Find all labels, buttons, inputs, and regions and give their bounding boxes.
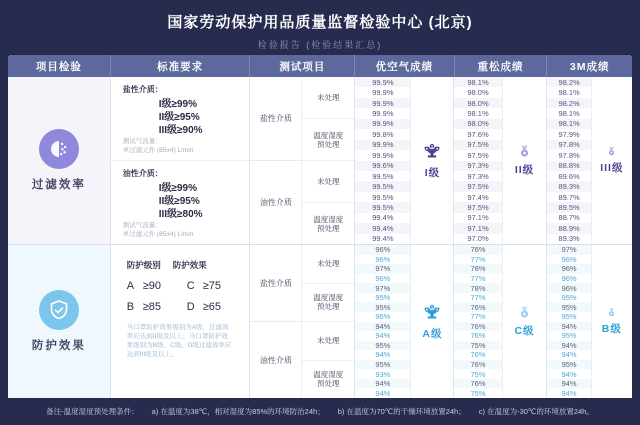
standard-note-line: 单过滤元件 (85±4) L/min <box>122 147 194 154</box>
score-value: 99.5% <box>355 192 410 202</box>
column-header: 重松成绩 <box>454 55 547 77</box>
score-value: 98.2% <box>547 98 590 108</box>
score-value: 98.0% <box>454 119 501 129</box>
score-value: 99.9% <box>355 98 410 108</box>
score-value: 95% <box>355 341 410 351</box>
score-value: 99.9% <box>355 150 410 160</box>
score-value: 99.4% <box>355 234 410 244</box>
grade-label: III级 <box>600 162 624 174</box>
score-value: 89.3% <box>547 181 590 191</box>
score-value: 93% <box>355 369 410 379</box>
score-value: 88.8% <box>547 161 590 171</box>
score-value: 94% <box>355 388 410 398</box>
score-value: 78% <box>454 264 501 274</box>
grade-badge <box>410 245 453 398</box>
score-value: 95% <box>547 331 590 341</box>
score-value: 99.8% <box>355 129 410 139</box>
score-value: 94% <box>547 388 590 398</box>
grade-table-value: B <box>126 301 135 313</box>
score-value: 94% <box>547 341 590 351</box>
treatment-cell <box>302 160 354 202</box>
score-value: 95% <box>547 360 590 370</box>
treatment-label-line: 温度湿度 <box>313 293 344 303</box>
grade-table-value: C <box>186 280 195 292</box>
score-value: 99.5% <box>355 171 410 181</box>
column-header: 项目检验 <box>35 60 82 73</box>
title-bar <box>0 0 640 55</box>
score-value: 95% <box>355 302 410 312</box>
standard-title: 盐性介质： <box>122 85 163 94</box>
score-value: 99.9% <box>355 108 410 118</box>
score-value: 94% <box>547 369 590 379</box>
standard-grade-line: I级≥99% <box>158 99 197 110</box>
treatment-cell <box>302 283 354 322</box>
score-value: 76% <box>454 350 501 360</box>
grade-badge <box>502 77 547 244</box>
medium-cell: 盐性介质 <box>259 278 292 288</box>
grade-label: A级 <box>422 327 443 340</box>
medium-cell: 盐性介质 <box>259 114 292 123</box>
svg-text:1: 1 <box>431 304 434 310</box>
score-column <box>546 245 590 398</box>
score-value: 99.9% <box>355 140 410 150</box>
standard-note-line: 单过滤元件 (85±4) L/min <box>122 231 194 238</box>
score-value: 94% <box>355 322 410 332</box>
standard-title: 油性介质： <box>122 169 163 178</box>
score-value: 99.4% <box>355 213 410 223</box>
score-value: 76% <box>454 379 501 389</box>
score-value: 97.6% <box>454 129 501 139</box>
medium-column <box>249 77 301 244</box>
score-column <box>354 77 410 244</box>
standard-grade-lines <box>159 182 242 221</box>
score-value: 76% <box>454 322 501 332</box>
score-value: 77% <box>454 312 501 322</box>
score-value: 88.9% <box>547 223 590 233</box>
standard-grade-line: II级≥95% <box>158 112 200 123</box>
score-value: 97.5% <box>454 140 501 150</box>
grade-table-value: ≥75 <box>202 280 221 292</box>
score-value: 97.9% <box>547 129 590 139</box>
score-value: 98.2% <box>547 77 590 87</box>
grade-table-value: ≥65 <box>202 301 221 313</box>
treatment-cell <box>302 118 354 160</box>
medium-cell: 油性介质 <box>250 160 301 244</box>
standard-requirement-cell <box>110 245 250 398</box>
treatment-column <box>301 245 354 398</box>
score-value: 94% <box>355 350 410 360</box>
svg-text:1: 1 <box>431 143 434 149</box>
grade-badge <box>410 77 453 244</box>
grade-table-row <box>127 280 240 292</box>
score-value: 97.3% <box>454 161 501 171</box>
standard-note <box>123 221 242 241</box>
score-column <box>453 245 501 398</box>
score-value: 96% <box>355 312 410 322</box>
medium-cell: 油性介质 <box>250 321 301 398</box>
score-value: 95% <box>547 312 590 322</box>
column-header: 优空气成绩 <box>354 55 453 77</box>
treatment-label-line: 未处理 <box>317 177 340 186</box>
score-column <box>546 77 590 244</box>
score-value: 98.1% <box>547 87 590 97</box>
score-value: 96% <box>355 245 410 255</box>
grade-label: II级 <box>514 164 535 176</box>
standard-grade-line: I级≥99% <box>158 183 197 194</box>
section-item-cell <box>8 77 110 244</box>
standard-note: 当口罩防护效果级别为A级，过滤效率应达到II级及以上；当口罩防护效果级别为B级、C级、D级过滤效率应达到III级及以上。 <box>126 324 232 358</box>
standard-note-line: 测试气流量： <box>122 222 162 229</box>
score-value: 97% <box>355 264 410 274</box>
grade-table-value: D <box>186 301 195 313</box>
grade-table-headers <box>127 259 240 271</box>
score-value: 95% <box>547 293 590 303</box>
score-value: 97% <box>547 245 590 255</box>
footnote-segment: c) 在温度为-30℃的环境放置24h。 <box>478 407 594 416</box>
report-table <box>8 55 632 398</box>
treatment-cell <box>302 77 354 118</box>
grade-label: I级 <box>424 166 441 179</box>
treatment-label-line: 未处理 <box>317 336 340 346</box>
score-value: 95% <box>355 293 410 303</box>
score-value: 96% <box>547 264 590 274</box>
filter-icon <box>39 129 79 169</box>
standard-block <box>111 160 250 244</box>
treatment-label-line: 未处理 <box>317 259 340 269</box>
score-value: 76% <box>454 302 501 312</box>
score-value: 99.5% <box>355 202 410 212</box>
score-value: 97% <box>355 283 410 293</box>
standard-note-line: 测试气流量： <box>122 138 162 145</box>
score-value: 98.1% <box>547 119 590 129</box>
trophy-icon <box>422 303 442 323</box>
grade-label: B级 <box>601 323 622 335</box>
score-value: 76% <box>454 331 501 341</box>
score-value: 97.8% <box>547 140 590 150</box>
score-value: 78% <box>454 283 501 293</box>
score-value: 96% <box>547 274 590 284</box>
standard-requirement-cell <box>110 77 250 244</box>
score-value: 99.9% <box>355 119 410 129</box>
score-value: 89.7% <box>547 192 590 202</box>
section-label: 过滤效率 <box>31 179 86 191</box>
treatment-label-line: 未处理 <box>317 93 340 102</box>
score-value: 96% <box>355 274 410 284</box>
score-value: 96% <box>547 283 590 293</box>
treatment-label-line: 预处理 <box>317 223 340 233</box>
score-value: 99.4% <box>355 223 410 233</box>
grade-badge <box>591 77 632 244</box>
score-value: 97.1% <box>454 223 501 233</box>
score-value: 94% <box>355 331 410 341</box>
medium-column <box>249 245 301 398</box>
score-value: 88.7% <box>547 213 590 223</box>
treatment-label-line: 温度湿度 <box>313 214 344 224</box>
score-value: 99.9% <box>355 87 410 97</box>
treatment-label-line: 预处理 <box>317 379 340 389</box>
grade-table-header: 防护级别 <box>126 260 161 270</box>
score-value: 95% <box>547 302 590 312</box>
score-value: 97.3% <box>454 171 501 181</box>
grade-badge <box>502 245 547 398</box>
score-value: 94% <box>547 379 590 389</box>
section-protection-effect <box>8 244 632 398</box>
footnote <box>0 398 640 425</box>
score-value: 76% <box>454 360 501 370</box>
treatment-label-line: 温度湿度 <box>313 130 344 140</box>
standard-note <box>123 137 242 157</box>
standard-grade-lines <box>159 98 242 137</box>
table-header-row <box>8 55 632 77</box>
grade-table-row <box>127 301 240 313</box>
score-value: 76% <box>454 245 501 255</box>
score-value: 99.9% <box>355 77 410 87</box>
column-header: 测试项目 <box>249 55 354 77</box>
score-column <box>354 245 410 398</box>
score-value: 94% <box>547 322 590 332</box>
treatment-label-line: 预处理 <box>317 139 340 149</box>
section-item-cell <box>8 245 110 398</box>
trophy-icon <box>422 142 442 162</box>
medal-icon <box>517 305 532 320</box>
score-value: 97.5% <box>454 150 501 160</box>
score-value: 89.6% <box>547 171 590 181</box>
score-value: 98.1% <box>454 77 501 87</box>
score-value: 96% <box>547 255 590 265</box>
medal-icon <box>606 146 617 157</box>
score-value: 77% <box>454 274 501 284</box>
medal-icon <box>517 144 532 159</box>
treatment-label-line: 温度湿度 <box>313 370 344 380</box>
grade-table-value: A <box>126 280 135 292</box>
report-subtitle: 检验报告 (检验结果汇总) <box>257 40 383 50</box>
table-body <box>8 77 632 398</box>
score-value: 75% <box>454 369 501 379</box>
score-value: 95% <box>355 360 410 370</box>
column-header: 3M成绩 <box>546 55 631 77</box>
treatment-cell <box>302 321 354 360</box>
column-header: 标准要求 <box>110 55 250 77</box>
score-value: 94% <box>547 350 590 360</box>
footnote-segment: b) 在温度为70℃的干燥环境放置24h； <box>337 407 466 416</box>
score-value: 75% <box>454 388 501 398</box>
report-title: 国家劳动保护用品质量监督检验中心 (北京) <box>167 14 473 31</box>
standard-grade-line: II级≥95% <box>158 196 200 207</box>
grade-table-value: ≥85 <box>142 301 161 313</box>
grade-label: C级 <box>514 325 535 337</box>
footnote-segment: 备注-温度湿度预处理条件： <box>46 407 139 416</box>
standard-grade-table <box>111 245 250 398</box>
score-value: 98.0% <box>454 98 501 108</box>
score-value: 94% <box>355 379 410 389</box>
standard-grade-line: III级≥80% <box>158 209 203 220</box>
score-value: 77% <box>454 293 501 303</box>
score-column <box>453 77 501 244</box>
treatment-cell <box>302 360 354 399</box>
section-label: 防护效果 <box>31 340 86 352</box>
footnote-segment: a) 在温度为38℃，相对湿度为85%的环境防治24h； <box>151 407 325 416</box>
medal-icon <box>606 307 617 318</box>
score-value: 98.0% <box>454 87 501 97</box>
standard-block <box>111 77 250 160</box>
score-value: 75% <box>454 341 501 351</box>
score-value: 77% <box>454 255 501 265</box>
treatment-column <box>301 77 354 244</box>
score-value: 96% <box>355 255 410 265</box>
score-value: 89.3% <box>547 234 590 244</box>
score-value: 97.0% <box>454 234 501 244</box>
grade-table-header: 防护效果 <box>172 260 207 270</box>
score-value: 97.4% <box>454 192 501 202</box>
treatment-cell <box>302 245 354 283</box>
score-value: 99.5% <box>355 181 410 191</box>
score-value: 97.5% <box>454 181 501 191</box>
section-filter-efficiency <box>8 77 632 244</box>
score-value: 89.5% <box>547 202 590 212</box>
standard-grade-line: III级≥90% <box>158 125 203 136</box>
grade-badge <box>591 245 632 398</box>
score-value: 97.5% <box>454 202 501 212</box>
treatment-label-line: 预处理 <box>317 302 340 312</box>
score-value: 98.1% <box>547 108 590 118</box>
score-value: 98.1% <box>454 108 501 118</box>
score-value: 97.8% <box>547 150 590 160</box>
score-value: 97.1% <box>454 213 501 223</box>
grade-table-value: ≥90 <box>142 280 161 292</box>
treatment-cell <box>302 202 354 244</box>
shield-check-icon <box>39 290 79 330</box>
score-value: 99.6% <box>355 161 410 171</box>
